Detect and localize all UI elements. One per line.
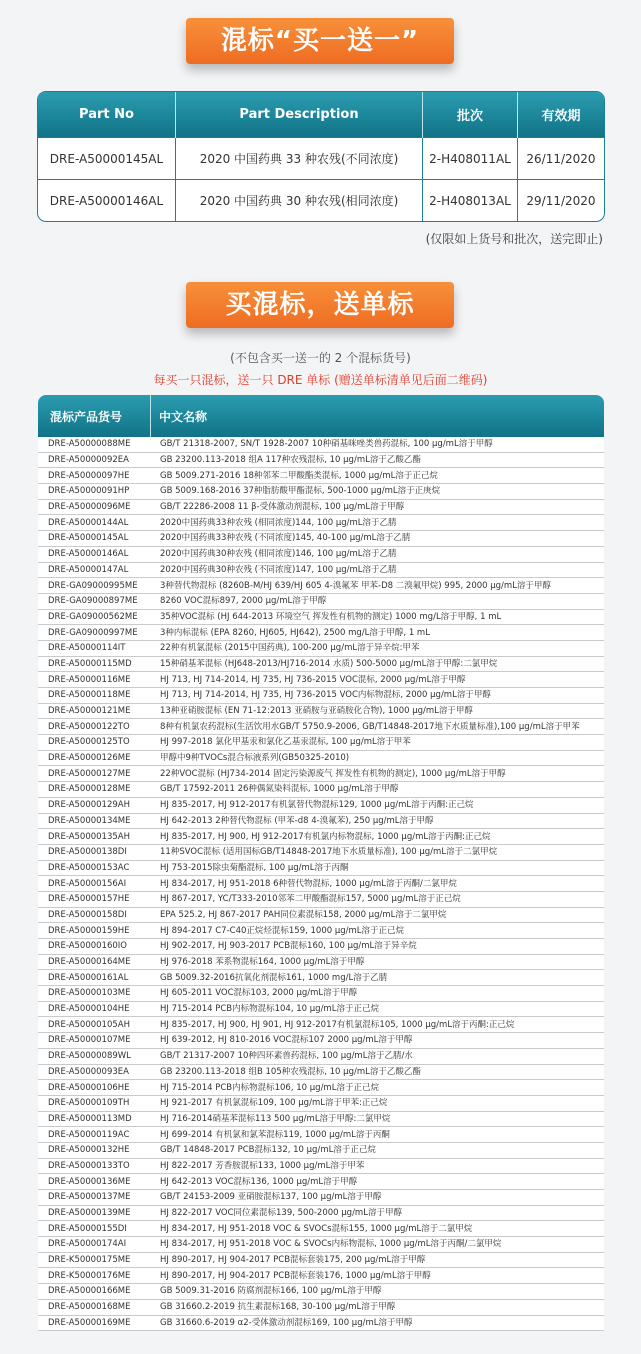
product-code-cell: DRE-A50000135AH <box>38 829 150 845</box>
table-row <box>38 609 604 625</box>
product-code-cell: DRE-A50000159HE <box>38 923 150 939</box>
table-row <box>38 1001 604 1017</box>
table-row <box>38 562 604 578</box>
table-row <box>38 766 604 782</box>
list-header <box>38 395 604 437</box>
chinese-name-cell: HJ 894-2017 C7-C40正烷烃混标159, 1000 μg/mL溶于正己烷 <box>150 923 604 939</box>
table-row <box>38 891 604 907</box>
offer-description: 每买一只混标，送一只 DRE 单标 (赠送单标清单见后面二维码) <box>153 373 488 387</box>
product-code-cell: DRE-A50000107ME <box>38 1033 150 1049</box>
chinese-name-cell: EPA 525.2, HJ 867-2017 PAH同位素混标158, 2000 μg/mL溶于二氯甲烷 <box>150 907 604 923</box>
chinese-name-cell: GB 5009.31-2016 防腐剂混标166, 100 μg/mL溶于甲醇 <box>150 1284 604 1300</box>
limited-offer-note: (仅限如上货号和批次，送完即止) <box>425 232 603 246</box>
chinese-name-cell: GB 31660.2-2019 抗生素混标168, 30-100 μg/mL溶于甲醇 <box>150 1299 604 1315</box>
product-code-cell: DRE-A50000157HE <box>38 891 150 907</box>
chinese-name-cell: HJ 822-2017 VOC同位素混标139, 500-2000 μg/mL溶于甲醇 <box>150 1205 604 1221</box>
product-code-cell: DRE-A50000109TH <box>38 1095 150 1111</box>
chinese-name-cell: GB/T 14848-2017 PCB混标132, 10 μg/mL溶于正己烷 <box>150 1142 604 1158</box>
table-row <box>38 1095 604 1111</box>
product-code-cell: DRE-A50000168ME <box>38 1299 150 1315</box>
exclusion-note: (不包含买一送一的 2 个混标货号) <box>230 351 411 365</box>
table-row <box>38 860 604 876</box>
product-code-cell: DRE-A50000138DI <box>38 844 150 860</box>
chinese-name-cell: 2020中国药典30种农残 (不同浓度)147, 100 μg/mL溶于乙腈 <box>150 562 604 578</box>
expiry-cell: 29/11/2020 <box>518 180 605 222</box>
table-row <box>38 1158 604 1174</box>
product-code-cell: DRE-A50000113MD <box>38 1111 150 1127</box>
chinese-name-cell: HJ 902-2017, HJ 903-2017 PCB混标160, 100 μg/mL溶于异辛烷 <box>150 939 604 955</box>
promo-banner-buy-one-get-one: 混标“买一送一” <box>186 18 454 64</box>
chinese-name-cell: HJ 997-2018 氯化甲基汞和氯化乙基汞混标, 100 μg/mL溶于甲苯 <box>150 735 604 751</box>
product-code-cell: DRE-A50000132HE <box>38 1142 150 1158</box>
chinese-name-cell: 2020中国药典33种农残 (不同浓度)145, 40-100 μg/mL溶于乙腈 <box>150 531 604 547</box>
chinese-name-cell: HJ 834-2017, HJ 951-2018 VOC & SVOCs内标物混标, 1000 μg/mL溶于丙酮/二氯甲烷 <box>150 1237 604 1253</box>
chinese-name-cell: HJ 834-2017, HJ 951-2018 VOC & SVOCs混标155, 1000 μg/mL溶于二氯甲烷 <box>150 1221 604 1237</box>
table-row <box>38 484 604 500</box>
table-row <box>38 578 604 594</box>
table-row <box>38 1080 604 1096</box>
part-no-cell: DRE-A50000146AL <box>38 180 176 222</box>
product-code-cell: DRE-A50000118ME <box>38 688 150 704</box>
chinese-name-cell: HJ 715-2014 PCB内标物混标104, 10 μg/mL溶于正己烷 <box>150 1001 604 1017</box>
product-code-cell: DRE-A50000116ME <box>38 672 150 688</box>
table-row <box>38 593 604 609</box>
chinese-name-cell: HJ 642-2013 VOC混标136, 1000 μg/mL溶于甲醇 <box>150 1174 604 1190</box>
product-code-cell: DRE-A50000125TO <box>38 735 150 751</box>
chinese-name-cell: 15种硝基苯混标 (HJ648-2013/HJ716-2014 水质) 500-5000 μg/mL溶于甲醇:二氯甲烷 <box>150 656 604 672</box>
product-code-cell: DRE-A50000139ME <box>38 1205 150 1221</box>
chinese-name-cell: 3种内标混标 (EPA 8260, HJ605, HJ642), 2500 mg/L溶于甲醇, 1 mL <box>150 625 604 641</box>
product-code-cell: DRE-A50000122TO <box>38 719 150 735</box>
product-code-cell: DRE-K50000175ME <box>38 1252 150 1268</box>
chinese-name-cell: 35种VOC混标 (HJ 644-2013 环境空气 挥发性有机物的测定) 1000 mg/L溶于甲醇, 1 mL <box>150 609 604 625</box>
product-code-cell: DRE-A50000127ME <box>38 766 150 782</box>
table-row <box>38 1315 604 1331</box>
chinese-name-cell: HJ 713, HJ 714-2014, HJ 735, HJ 736-2015 VOC混标, 2000 μg/mL溶于甲醇 <box>150 672 604 688</box>
table-row <box>38 1252 604 1268</box>
table-row <box>38 531 604 547</box>
chinese-name-cell: HJ 976-2018 苯系物混标164, 1000 μg/mL溶于甲醇 <box>150 954 604 970</box>
product-code-cell: DRE-A50000119AC <box>38 1127 150 1143</box>
chinese-name-cell: HJ 890-2017, HJ 904-2017 PCB混标套装176, 1000 μg/mL溶于甲醇 <box>150 1268 604 1284</box>
table-row <box>38 546 604 562</box>
product-code-cell: DRE-GA09000995ME <box>38 578 150 594</box>
table-row <box>38 735 604 751</box>
product-code-cell: DRE-A50000133TO <box>38 1158 150 1174</box>
product-code-cell: DRE-A50000126ME <box>38 750 150 766</box>
table-row <box>38 829 604 845</box>
product-code-cell: DRE-A50000115MD <box>38 656 150 672</box>
product-code-cell: DRE-A50000147AL <box>38 562 150 578</box>
table-row <box>38 750 604 766</box>
product-code-cell: DRE-A50000092EA <box>38 452 150 468</box>
table-row <box>38 468 604 484</box>
product-code-cell: DRE-A50000093EA <box>38 1064 150 1080</box>
product-code-cell: DRE-A50000136ME <box>38 1174 150 1190</box>
product-code-cell: DRE-GA09000997ME <box>38 625 150 641</box>
chinese-name-cell: HJ 890-2017, HJ 904-2017 PCB混标套装175, 200 μg/mL溶于甲醇 <box>150 1252 604 1268</box>
product-code-cell: DRE-A50000089WL <box>38 1048 150 1064</box>
chinese-name-cell: GB 23200.113-2018 组B 105种农残混标, 10 μg/mL溶于乙酸乙酯 <box>150 1064 604 1080</box>
product-code-cell: DRE-A50000144AL <box>38 515 150 531</box>
table-row <box>38 797 604 813</box>
table-row <box>38 1237 604 1253</box>
promo-table-buy-one-get-one <box>38 92 604 221</box>
chinese-name-cell: 22种有机氯混标 (2015中国药典), 100-200 μg/mL溶于异辛烷:甲苯 <box>150 640 604 656</box>
chinese-name-cell: GB 23200.113-2018 组A 117种农残混标, 10 μg/mL溶于乙酸乙酯 <box>150 452 604 468</box>
header-part-no: Part No <box>38 92 176 138</box>
product-code-cell: DRE-GA09000897ME <box>38 593 150 609</box>
table-row <box>38 1205 604 1221</box>
table-row <box>38 703 604 719</box>
product-code-cell: DRE-K50000176ME <box>38 1268 150 1284</box>
product-code-cell: DRE-A50000137ME <box>38 1190 150 1206</box>
table-row <box>38 499 604 515</box>
chinese-name-cell: HJ 642-2013 2种替代物混标 (甲苯-d8 4-溴氟苯), 250 μg/mL溶于甲醇 <box>150 813 604 829</box>
product-code-cell: DRE-A50000160IO <box>38 939 150 955</box>
chinese-name-cell: 3种替代物混标 (8260B-M/HJ 639/HJ 605 4-溴氟苯 甲苯-D8 二溴氟甲烷) 995, 2000 μg/mL溶于甲醇 <box>150 578 604 594</box>
header-expiry: 有效期 <box>518 92 605 138</box>
expiry-cell: 26/11/2020 <box>518 138 605 180</box>
product-code-cell: DRE-A50000097HE <box>38 468 150 484</box>
table-row <box>38 625 604 641</box>
table-row <box>38 1299 604 1315</box>
product-code-cell: DRE-A50000155DI <box>38 1221 150 1237</box>
product-code-cell: DRE-A50000134ME <box>38 813 150 829</box>
chinese-name-cell: GB/T 21317-2007 10种四环素兽药混标, 100 μg/mL溶于乙腈/水 <box>150 1048 604 1064</box>
table-row <box>38 844 604 860</box>
table-row <box>38 452 604 468</box>
product-code-cell: DRE-GA09000562ME <box>38 609 150 625</box>
table-row <box>38 719 604 735</box>
table-row <box>38 1033 604 1049</box>
chinese-name-cell: HJ 715-2014 PCB内标物混标106, 10 μg/mL溶于正己烷 <box>150 1080 604 1096</box>
table-row <box>38 1127 604 1143</box>
chinese-name-cell: 11种SVOC混标 (适用国标GB/T14848-2017地下水质量标准), 100 μg/mL溶于二氯甲烷 <box>150 844 604 860</box>
chinese-name-cell: 8260 VOC混标897, 2000 μg/mL溶于甲醇 <box>150 593 604 609</box>
table-row <box>38 1174 604 1190</box>
chinese-name-cell: HJ 753-2015除虫菊酯混标, 100 μg/mL溶于丙酮 <box>150 860 604 876</box>
table-row <box>38 986 604 1002</box>
product-code-cell: DRE-A50000105AH <box>38 1017 150 1033</box>
product-code-cell: DRE-A50000106HE <box>38 1080 150 1096</box>
chinese-name-cell: GB/T 24153-2009 亚硝胺混标137, 100 μg/mL溶于甲醇 <box>150 1190 604 1206</box>
chinese-name-cell: 2020中国药典33种农残 (相同浓度)144, 100 μg/mL溶于乙腈 <box>150 515 604 531</box>
batch-cell: 2-H408011AL <box>423 138 518 180</box>
table-row <box>38 138 604 180</box>
product-code-cell: DRE-A50000174AI <box>38 1237 150 1253</box>
header-chinese-name: 中文名称 <box>150 395 207 437</box>
chinese-name-cell: HJ 822-2017 芳香胺混标133, 1000 μg/mL溶于甲苯 <box>150 1158 604 1174</box>
product-code-cell: DRE-A50000096ME <box>38 499 150 515</box>
chinese-name-cell: HJ 835-2017, HJ 900, HJ 912-2017有机氯内标物混标, 1000 μg/mL溶于丙酮:正己烷 <box>150 829 604 845</box>
product-code-cell: DRE-A50000164ME <box>38 954 150 970</box>
table-row <box>38 180 604 222</box>
chinese-name-cell: HJ 605-2011 VOC混标103, 2000 μg/mL溶于甲醇 <box>150 986 604 1002</box>
table-row <box>38 923 604 939</box>
batch-cell: 2-H408013AL <box>423 180 518 222</box>
chinese-name-cell: HJ 835-2017, HJ 912-2017有机氯替代物混标129, 1000 μg/mL溶于丙酮:正己烷 <box>150 797 604 813</box>
chinese-name-cell: 22种VOC混标 (HJ734-2014 固定污染源废气 挥发性有机物的测定), 1000 μg/mL溶于甲醇 <box>150 766 604 782</box>
table-row <box>38 1221 604 1237</box>
table-row <box>38 672 604 688</box>
product-code-cell: DRE-A50000091HP <box>38 484 150 500</box>
chinese-name-cell: HJ 716-2014硝基苯混标113 500 μg/mL溶于甲醇:二氯甲烷 <box>150 1111 604 1127</box>
table-row <box>38 1142 604 1158</box>
table-row <box>38 688 604 704</box>
chinese-name-cell: GB 5009.271-2016 18种邻苯二甲酸酯类混标, 1000 μg/mL溶于正己烷 <box>150 468 604 484</box>
product-code-cell: DRE-A50000145AL <box>38 531 150 547</box>
chinese-name-cell: GB/T 17592-2011 26种偶氮染料混标, 1000 μg/mL溶于甲醇 <box>150 782 604 798</box>
chinese-name-cell: GB 5009.32-2016抗氧化剂混标161, 1000 mg/L溶于乙腈 <box>150 970 604 986</box>
chinese-name-cell: HJ 921-2017 有机氯混标109, 100 μg/mL溶于甲苯:正己烷 <box>150 1095 604 1111</box>
mix-standard-list <box>38 395 604 1331</box>
chinese-name-cell: HJ 835-2017, HJ 900, HJ 901, HJ 912-2017有机氯混标105, 1000 μg/mL溶于丙酮:正己烷 <box>150 1017 604 1033</box>
part-no-cell: DRE-A50000145AL <box>38 138 176 180</box>
mix-standard-table <box>38 437 604 1331</box>
chinese-name-cell: 13种亚硝胺混标 (EN 71-12:2013 亚硝胺与亚硝胺化合物), 1000 μg/mL溶于甲醇 <box>150 703 604 719</box>
table-row <box>38 640 604 656</box>
table-row <box>38 1048 604 1064</box>
table-row <box>38 782 604 798</box>
table-row <box>38 1064 604 1080</box>
product-code-cell: DRE-A50000153AC <box>38 860 150 876</box>
product-code-cell: DRE-A50000088ME <box>38 437 150 452</box>
table-row <box>38 907 604 923</box>
chinese-name-cell: HJ 699-2014 有机氯和氯苯混标119, 1000 μg/mL溶于丙酮 <box>150 1127 604 1143</box>
table-row <box>38 1190 604 1206</box>
chinese-name-cell: 2020中国药典30种农残 (相同浓度)146, 100 μg/mL溶于乙腈 <box>150 546 604 562</box>
chinese-name-cell: GB 31660.6-2019 α2-受体激动剂混标169, 100 μg/mL溶于甲醇 <box>150 1315 604 1331</box>
header-part-description: Part Description <box>176 92 423 138</box>
table-row <box>38 1017 604 1033</box>
table-row <box>38 515 604 531</box>
table-row <box>38 437 604 452</box>
part-description-cell: 2020 中国药典 33 种农残(不同浓度) <box>176 138 423 180</box>
table-row <box>38 876 604 892</box>
chinese-name-cell: HJ 834-2017, HJ 951-2018 6种替代物混标, 1000 μg/mL溶于丙酮/二氯甲烷 <box>150 876 604 892</box>
table-row <box>38 954 604 970</box>
promo-banner-buy-mix-get-single: 买混标，送单标 <box>186 282 454 328</box>
table-row <box>38 1284 604 1300</box>
product-code-cell: DRE-A50000104HE <box>38 1001 150 1017</box>
part-description-cell: 2020 中国药典 30 种农残(相同浓度) <box>176 180 423 222</box>
product-code-cell: DRE-A50000103ME <box>38 986 150 1002</box>
chinese-name-cell: HJ 639-2012, HJ 810-2016 VOC混标107 2000 μg/mL溶于甲醇 <box>150 1033 604 1049</box>
chinese-name-cell: HJ 867-2017, YC/T333-2010邻苯二甲酸酯混标157, 5000 μg/mL溶于正己烷 <box>150 891 604 907</box>
product-code-cell: DRE-A50000114IT <box>38 640 150 656</box>
product-code-cell: DRE-A50000161AL <box>38 970 150 986</box>
table-row <box>38 970 604 986</box>
product-code-cell: DRE-A50000129AH <box>38 797 150 813</box>
product-code-cell: DRE-A50000166ME <box>38 1284 150 1300</box>
chinese-name-cell: 甲醇中9种TVOCs混合标液系列(GB50325-2010) <box>150 750 604 766</box>
table-row <box>38 656 604 672</box>
header-product-code: 混标产品货号 <box>50 409 123 424</box>
chinese-name-cell: GB/T 22286-2008 11 β-受体激动剂混标, 100 μg/mL溶于甲醇 <box>150 499 604 515</box>
header-batch: 批次 <box>423 92 518 138</box>
chinese-name-cell: HJ 713, HJ 714-2014, HJ 735, HJ 736-2015 VOC内标物混标, 2000 μg/mL溶于甲醇 <box>150 688 604 704</box>
table-row <box>38 939 604 955</box>
table-row <box>38 1111 604 1127</box>
product-code-cell: DRE-A50000158DI <box>38 907 150 923</box>
product-code-cell: DRE-A50000169ME <box>38 1315 150 1331</box>
chinese-name-cell: GB/T 21318-2007, SN/T 1928-2007 10种硝基咪唑类兽药混标, 100 μg/mL溶于甲醇 <box>150 437 604 452</box>
chinese-name-cell: GB 5009.168-2016 37种脂肪酸甲酯混标, 500-1000 μg/mL溶于正庚烷 <box>150 484 604 500</box>
chinese-name-cell: 8种有机氯农药混标(生活饮用水GB/T 5750.9-2006, GB/T14848-2017地下水质量标准),100 μg/mL溶于甲苯 <box>150 719 604 735</box>
table-row <box>38 813 604 829</box>
product-code-cell: DRE-A50000121ME <box>38 703 150 719</box>
product-code-cell: DRE-A50000156AI <box>38 876 150 892</box>
table-row <box>38 1268 604 1284</box>
table-header-row <box>38 92 604 138</box>
product-code-cell: DRE-A50000128ME <box>38 782 150 798</box>
product-code-cell: DRE-A50000146AL <box>38 546 150 562</box>
